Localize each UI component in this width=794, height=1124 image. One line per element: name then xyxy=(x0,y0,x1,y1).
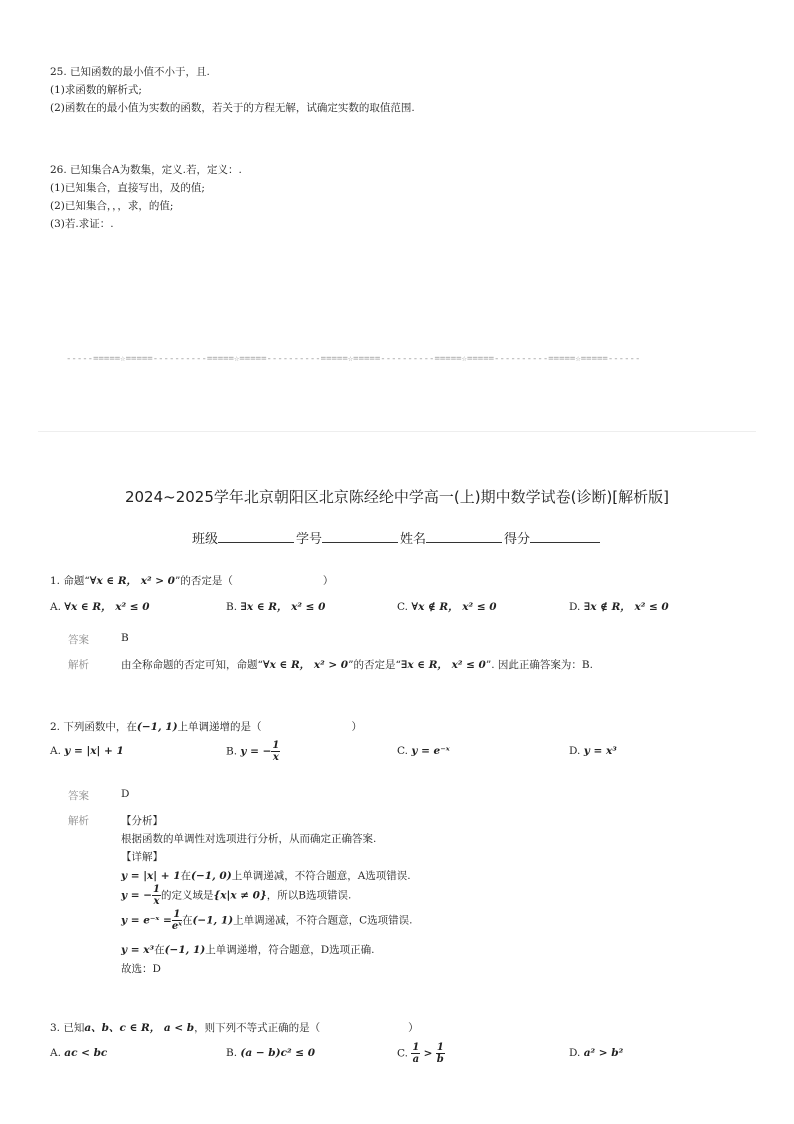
q1-analysis-label: 解析 xyxy=(68,659,89,671)
option-letter: B. xyxy=(226,601,238,613)
q2-analysis-label: 解析 xyxy=(68,815,89,827)
option-letter: D. xyxy=(569,745,581,757)
id-blank[interactable] xyxy=(322,530,398,543)
q3-stem-math: a、b、c ∈ R， a < b xyxy=(84,1022,195,1034)
q2-detail-head: 【详解】 xyxy=(121,851,163,863)
q26-part1: (1)已知集合，直接写出，及的值; xyxy=(50,182,205,194)
option-letter: B. xyxy=(226,745,238,758)
exam-title: 2024~2025学年北京朝阳区北京陈经纶中学高一(上)期中数学试卷(诊断)[解析版] xyxy=(124,488,670,506)
numerator: 1 xyxy=(436,1042,444,1053)
q2-detail-line3 xyxy=(121,909,413,932)
option-letter: B. xyxy=(226,1047,238,1059)
option-letter: A. xyxy=(50,601,61,613)
fraction xyxy=(411,1042,420,1065)
detail-math: y = x³ xyxy=(121,944,155,956)
q1-stem xyxy=(50,573,333,588)
q2-answer-label: 答案 xyxy=(68,790,89,802)
option-letter: C. xyxy=(397,1047,408,1060)
q26-stem: 26. 已知集合A为数集，定义.若，定义：. xyxy=(50,164,242,176)
analysis-math: ∃x ∈ R， x² ≤ 0 xyxy=(400,659,486,671)
denominator: eˣ xyxy=(171,921,182,932)
detail-math: y = − xyxy=(121,889,153,902)
option-math: ∃x ∉ R， x² ≤ 0 xyxy=(583,601,669,613)
name-label: 姓名 xyxy=(400,532,427,547)
fraction xyxy=(271,740,280,763)
q1-answer: B xyxy=(121,632,129,644)
option-letter: C. xyxy=(397,745,408,757)
option-math: y = e⁻ˣ xyxy=(411,745,450,757)
option-math: y = − xyxy=(240,745,272,758)
q2-analysis-text: 根据函数的单调性对选项进行分析，从而确定正确答案. xyxy=(121,833,377,845)
detail-text: 上单调递增，符合题意，D选项正确. xyxy=(205,944,375,956)
option-math: a² > b² xyxy=(583,1047,624,1059)
q3-option-d[interactable] xyxy=(569,1047,623,1059)
analysis-math: ∀x ∈ R， x² > 0 xyxy=(262,659,349,671)
q1-option-b[interactable] xyxy=(226,599,325,614)
q1-answer-label: 答案 xyxy=(68,634,89,646)
option-letter: D. xyxy=(569,1047,581,1059)
q2-stem-math: (−1, 1) xyxy=(136,721,178,733)
fraction xyxy=(436,1042,445,1065)
q2-stem-text2: 上单调递增的是（ xyxy=(177,721,262,733)
q3-number: 3. xyxy=(50,1022,61,1034)
q2-detail-line4 xyxy=(121,942,375,957)
detail-text: 在 xyxy=(181,914,193,927)
denominator: x xyxy=(272,752,279,763)
q2-stem-text: 下列函数中，在 xyxy=(63,721,137,733)
q3-option-c[interactable] xyxy=(397,1042,445,1065)
detail-text: 上单调递减，不符合题意，C选项错误. xyxy=(233,914,413,927)
page-divider xyxy=(38,431,756,432)
detail-text: 上单调递减，不符合题意，A选项错误. xyxy=(231,870,411,882)
q2-answer: D xyxy=(121,788,130,800)
detail-math: (−1, 1) xyxy=(192,914,234,927)
fraction xyxy=(152,884,161,907)
q3-option-b[interactable] xyxy=(226,1047,315,1059)
numerator: 1 xyxy=(173,909,181,920)
option-math: ∀x ∉ R， x² ≤ 0 xyxy=(411,601,497,613)
q2-option-a[interactable] xyxy=(50,745,124,757)
option-letter: D. xyxy=(569,601,581,613)
numerator: 1 xyxy=(272,740,280,751)
name-blank[interactable] xyxy=(426,530,502,543)
option-letter: A. xyxy=(50,1047,61,1059)
q3-stem-text2: ，则下列不等式正确的是（ xyxy=(194,1022,321,1034)
class-label: 班级 xyxy=(192,532,219,547)
q2-detail-line1 xyxy=(121,868,411,883)
id-label: 学号 xyxy=(296,532,323,547)
q1-paren: ） xyxy=(322,575,334,587)
numerator: 1 xyxy=(412,1042,420,1053)
denominator: b xyxy=(436,1054,444,1065)
q1-analysis xyxy=(121,657,593,672)
detail-math: (−1, 0) xyxy=(191,870,232,882)
detail-math: (−1, 1) xyxy=(164,944,206,956)
page-separator: -----=====☆=====----------=====☆=====----------=====☆=====----------=====☆=====----------=====☆=====------ xyxy=(66,354,641,364)
q2-option-d[interactable] xyxy=(569,745,617,757)
q3-option-a[interactable] xyxy=(50,1047,107,1059)
class-blank[interactable] xyxy=(218,530,294,543)
q1-option-d[interactable] xyxy=(569,599,669,614)
option-letter: A. xyxy=(50,745,61,757)
q2-option-b[interactable] xyxy=(226,740,280,763)
q2-analysis-head: 【分析】 xyxy=(121,815,163,827)
q3-paren: ） xyxy=(408,1022,419,1034)
q2-number: 2. xyxy=(50,721,61,733)
score-label: 得分 xyxy=(504,532,531,547)
q2-stem xyxy=(50,719,362,734)
detail-text: 在 xyxy=(180,870,192,882)
analysis-text: ”的否定是“ xyxy=(348,659,401,671)
option-letter: C. xyxy=(397,601,408,613)
q2-paren: ） xyxy=(351,721,363,733)
detail-math: y = e⁻ˣ = xyxy=(121,914,172,927)
option-math: y = x³ xyxy=(583,745,617,757)
denominator: x xyxy=(153,896,160,907)
detail-text: ，所以B选项错误. xyxy=(266,889,352,902)
score-blank[interactable] xyxy=(530,530,600,543)
q25-stem: 25. 已知函数的最小值不小于，且. xyxy=(50,66,210,78)
student-info xyxy=(192,528,602,547)
option-math: ∀x ∈ R， x² ≤ 0 xyxy=(64,601,150,613)
q25-part2: (2)函数在的最小值为实数的函数，若关于的方程无解，试确定实数的取值范围. xyxy=(50,102,415,114)
detail-text: 的定义域是 xyxy=(160,889,214,902)
option-math: ac < bc xyxy=(64,1047,108,1059)
q26-part2: (2)已知集合，，，求，的值; xyxy=(50,200,174,212)
q26-part3: (3)若.求证：. xyxy=(50,218,114,230)
q1-stem-text: 命题“ xyxy=(63,575,90,587)
q1-option-c[interactable] xyxy=(397,599,497,614)
analysis-text: 由全称命题的否定可知，命题“ xyxy=(121,659,263,671)
option-math: ∃x ∈ R， x² ≤ 0 xyxy=(240,601,326,613)
numerator: 1 xyxy=(153,884,160,895)
q3-stem-text: 已知 xyxy=(63,1022,85,1034)
option-math: (a − b)c² ≤ 0 xyxy=(240,1047,316,1059)
q2-detail-line2 xyxy=(121,884,351,907)
option-math: > xyxy=(423,1047,433,1060)
q2-conclusion: 故选：D xyxy=(121,963,161,975)
q1-stem-text2: ”的否定是（ xyxy=(174,575,233,587)
fraction xyxy=(172,909,182,932)
q1-number: 1. xyxy=(50,575,61,587)
denominator: a xyxy=(412,1054,420,1065)
option-math: y = |x| + 1 xyxy=(64,745,124,757)
analysis-text: ”. 因此正确答案为：B. xyxy=(485,659,593,671)
q3-stem xyxy=(50,1020,419,1035)
q1-option-a[interactable] xyxy=(50,599,150,614)
q2-option-c[interactable] xyxy=(397,745,450,757)
detail-math: {x|x ≠ 0} xyxy=(213,889,267,902)
q1-stem-math: ∀x ∈ R， x² > 0 xyxy=(89,575,175,587)
detail-math: y = |x| + 1 xyxy=(121,870,181,882)
q25-part1: (1)求函数的解析式; xyxy=(50,84,142,96)
detail-text: 在 xyxy=(154,944,165,956)
